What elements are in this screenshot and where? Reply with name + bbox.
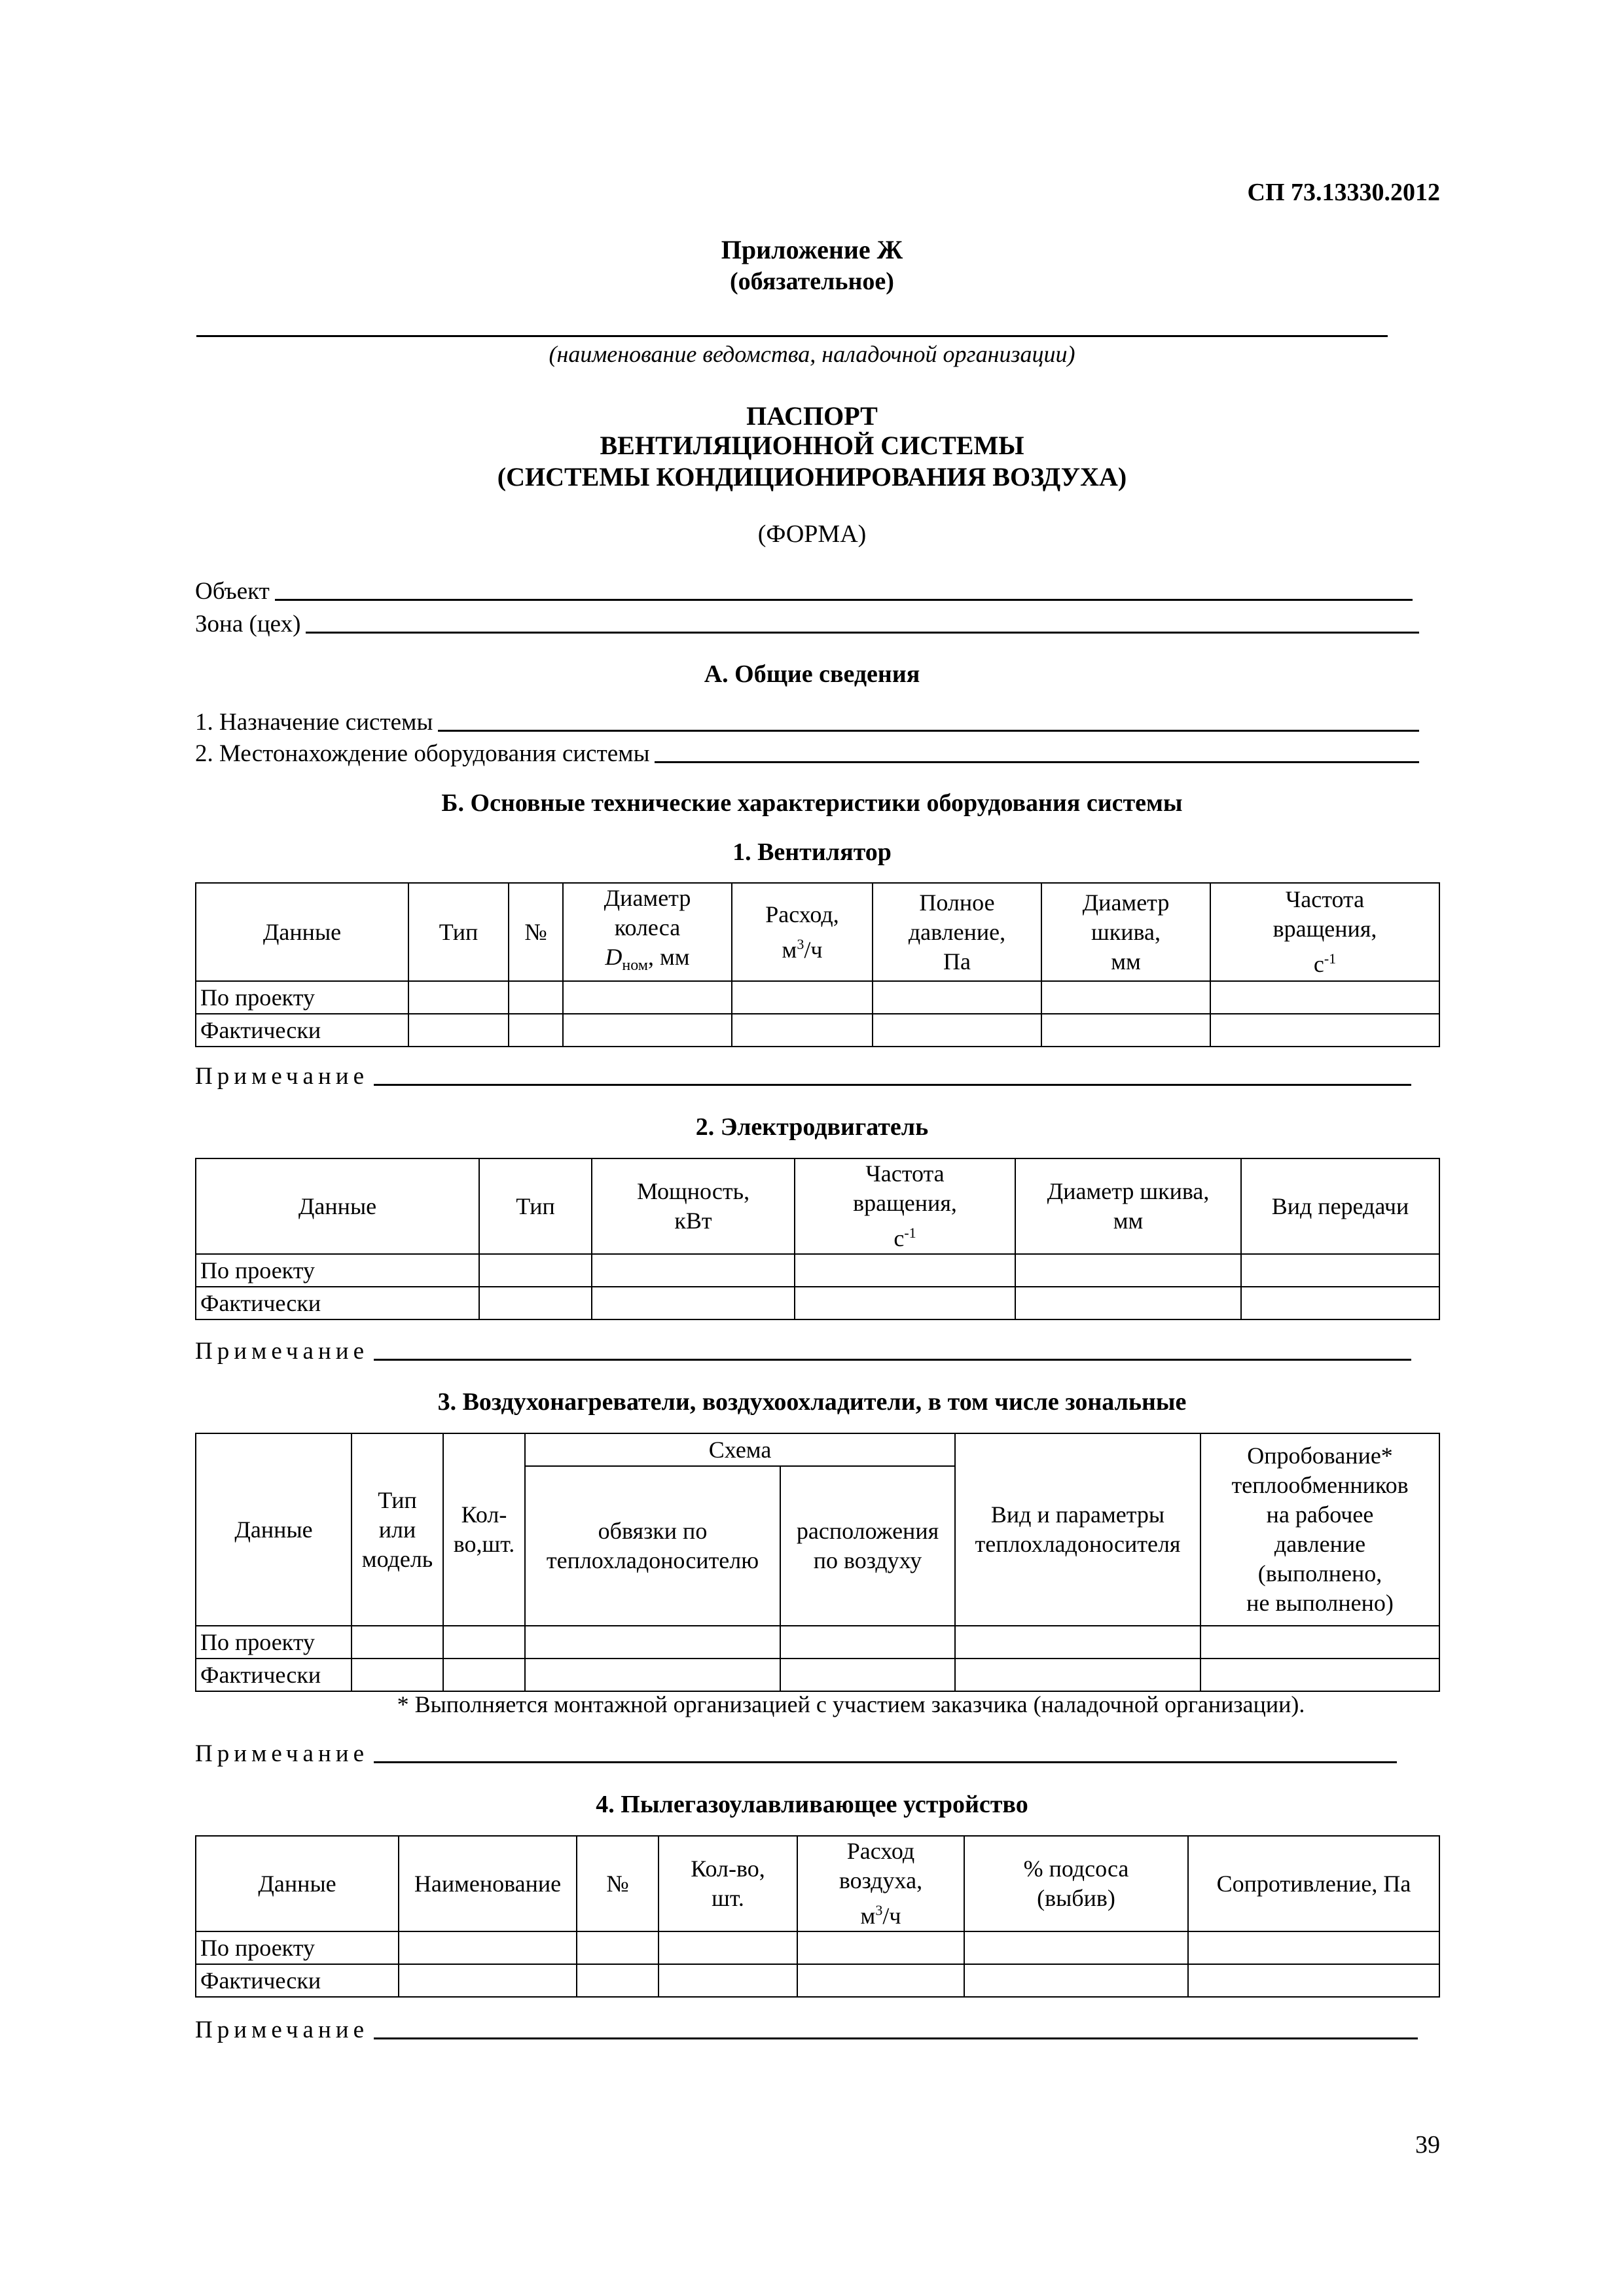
table-cell[interactable] (509, 981, 563, 1014)
table-row (196, 1287, 1439, 1319)
table-row (196, 1254, 1439, 1287)
system-purpose-field (195, 708, 1419, 737)
fan-header-pulley-diameter: Диаметр шкива, мм (1041, 883, 1210, 981)
motor-header-rotation-frequency: Частота вращения, $с^{-1}$ (795, 1158, 1015, 1254)
table-cell[interactable] (1241, 1254, 1439, 1287)
dust-collector-table (195, 1835, 1440, 1998)
motor-header-type: Тип (479, 1158, 592, 1254)
table-cell[interactable] (577, 1931, 659, 1964)
dust-header-resistance: Сопротивление, Па (1188, 1836, 1439, 1931)
table-cell[interactable] (659, 1931, 797, 1964)
table-cell[interactable] (780, 1659, 955, 1691)
dust-note-label: Примечание (195, 2017, 369, 2043)
fan-note-field (195, 1062, 1411, 1091)
table-cell[interactable] (509, 1014, 563, 1047)
fan-header-flow: Расход, $м^3/ч$ (732, 883, 873, 981)
table-cell[interactable] (525, 1659, 780, 1691)
row-label-project: По проекту (196, 1626, 352, 1659)
fan-header-rotation-frequency: Частота вращения, $с^{-1}$ (1210, 883, 1439, 981)
heaters-note-field (195, 1740, 1397, 1768)
equipment-location-line (655, 761, 1419, 763)
table-cell[interactable] (443, 1659, 525, 1691)
table-cell[interactable] (1210, 1014, 1439, 1047)
dust-collector-title: 4. Пылегазоулавливающее устройство (596, 1791, 1028, 1818)
table-cell[interactable] (592, 1254, 795, 1287)
table-cell[interactable] (408, 981, 509, 1014)
table-cell[interactable] (964, 1931, 1188, 1964)
appendix-title: Приложение Ж (721, 235, 903, 264)
table-cell[interactable] (352, 1659, 443, 1691)
table-cell[interactable] (592, 1287, 795, 1319)
table-cell[interactable] (443, 1626, 525, 1659)
table-cell[interactable] (525, 1626, 780, 1659)
equipment-location-field (195, 740, 1419, 768)
motor-note-label: Примечание (195, 1338, 369, 1365)
table-row (196, 1659, 1439, 1691)
motor-note-field (195, 1337, 1411, 1366)
table-cell[interactable] (399, 1931, 577, 1964)
equipment-location-label: 2. Местонахождение оборудования системы (195, 740, 650, 767)
fan-header-number: № (509, 883, 563, 981)
section-b-title: Б. Основные технические характеристики оборудования системы (441, 789, 1183, 817)
table-cell[interactable] (479, 1287, 592, 1319)
table-cell[interactable] (1015, 1254, 1241, 1287)
motor-header-data: Данные (196, 1158, 479, 1254)
table-cell[interactable] (479, 1254, 592, 1287)
table-cell[interactable] (797, 1964, 964, 1997)
form-label: (ФОРМА) (757, 520, 867, 548)
table-row (196, 1964, 1439, 1997)
fan-note-line (374, 1084, 1411, 1086)
table-cell[interactable] (797, 1931, 964, 1964)
dust-header-number: № (577, 1836, 659, 1931)
motor-header-power: Мощность, кВт (592, 1158, 795, 1254)
section-a-title: А. Общие сведения (704, 660, 920, 688)
heaters-header-coolant-params: Вид и параметры теплохладоносителя (955, 1433, 1200, 1626)
fan-header-type: Тип (408, 883, 509, 981)
dust-note-field (195, 2016, 1418, 2045)
motor-table (195, 1158, 1440, 1320)
fan-note-label: Примечание (195, 1063, 369, 1090)
dust-note-line (374, 2037, 1418, 2039)
heaters-table (195, 1433, 1440, 1692)
table-cell[interactable] (873, 1014, 1041, 1047)
passport-title-line-3: (СИСТЕМЫ КОНДИЦИОНИРОВАНИЯ ВОЗДУХА) (497, 462, 1127, 492)
dust-header-air-flow: Расход воздуха, $м^3/ч$ (797, 1836, 964, 1931)
heaters-header-piping-scheme: обвязки по теплохладоносителю (525, 1466, 780, 1626)
fan-header-wheel-diameter: Диаметр колеса $D_{ном}$, мм (563, 883, 732, 981)
table-row (196, 981, 1439, 1014)
object-label: Объект (195, 578, 270, 605)
table-cell[interactable] (1200, 1626, 1439, 1659)
table-cell[interactable] (1188, 1931, 1439, 1964)
row-label-project: По проекту (196, 981, 408, 1014)
table-cell[interactable] (563, 981, 732, 1014)
table-cell[interactable] (1041, 1014, 1210, 1047)
appendix-subtitle: (обязательное) (730, 268, 894, 295)
table-cell[interactable] (1210, 981, 1439, 1014)
table-cell[interactable] (408, 1014, 509, 1047)
heaters-note-label: Примечание (195, 1740, 369, 1767)
table-row (196, 1931, 1439, 1964)
zone-label: Зона (цех) (195, 611, 301, 637)
dust-header-data: Данные (196, 1836, 399, 1931)
table-cell[interactable] (1041, 981, 1210, 1014)
organization-name-line (196, 335, 1388, 337)
organization-caption: (наименование ведомства, наладочной организации) (549, 341, 1075, 367)
heaters-footnote: * Выполняется монтажной организацией с участием заказчика (наладочной организации). (397, 1691, 1305, 1717)
motor-title: 2. Электродвигатель (695, 1113, 929, 1141)
row-label-actual: Фактически (196, 1014, 408, 1047)
row-label-actual: Фактически (196, 1287, 479, 1319)
table-cell[interactable] (399, 1964, 577, 1997)
motor-header-pulley-diameter: Диаметр шкива, мм (1015, 1158, 1241, 1254)
dust-header-suction: % подсоса (выбив) (964, 1836, 1188, 1931)
row-label-project: По проекту (196, 1931, 399, 1964)
table-cell[interactable] (732, 1014, 873, 1047)
passport-title: ПАСПОРТ (746, 401, 878, 431)
system-purpose-label: 1. Назначение системы (195, 709, 433, 736)
fan-table (195, 882, 1440, 1047)
row-label-actual: Фактически (196, 1964, 399, 1997)
table-cell[interactable] (955, 1659, 1200, 1691)
heaters-header-data: Данные (196, 1433, 352, 1626)
table-cell[interactable] (795, 1287, 1015, 1319)
table-cell[interactable] (795, 1254, 1015, 1287)
heaters-header-quantity: Кол- во,шт. (443, 1433, 525, 1626)
fan-header-data: Данные (196, 883, 408, 981)
table-cell[interactable] (659, 1964, 797, 1997)
table-cell[interactable] (1200, 1659, 1439, 1691)
table-row (196, 1014, 1439, 1047)
table-cell[interactable] (873, 981, 1041, 1014)
row-label-actual: Фактически (196, 1659, 352, 1691)
table-cell[interactable] (732, 981, 873, 1014)
passport-title-line-2: ВЕНТИЛЯЦИОННОЙ СИСТЕМЫ (600, 431, 1024, 460)
table-cell[interactable] (955, 1626, 1200, 1659)
zone-line (306, 632, 1419, 634)
object-field (195, 577, 1413, 606)
motor-header-drive-type: Вид передачи (1241, 1158, 1439, 1254)
table-cell[interactable] (577, 1964, 659, 1997)
table-cell[interactable] (780, 1626, 955, 1659)
page-number: 39 (1415, 2131, 1440, 2159)
table-cell[interactable] (964, 1964, 1188, 1997)
table-cell[interactable] (1015, 1287, 1241, 1319)
object-line (275, 599, 1413, 601)
fan-header-total-pressure: Полное давление, Па (873, 883, 1041, 981)
row-label-project: По проекту (196, 1254, 479, 1287)
table-cell[interactable] (1241, 1287, 1439, 1319)
table-cell[interactable] (1188, 1964, 1439, 1997)
document-code: СП 73.13330.2012 (1247, 179, 1440, 206)
table-row (196, 1626, 1439, 1659)
heaters-title: 3. Воздухонагреватели, воздухоохладители, в том числе зональные (437, 1388, 1187, 1416)
motor-note-line (374, 1359, 1411, 1361)
dust-header-quantity: Кол-во, шт. (659, 1836, 797, 1931)
system-purpose-line (438, 730, 1419, 732)
dust-header-name: Наименование (399, 1836, 577, 1931)
heaters-header-pressure-test: Опробование* теплообменников на рабочее давление (выполнено, не выполнено) (1200, 1433, 1439, 1626)
table-cell[interactable] (563, 1014, 732, 1047)
fan-title: 1. Вентилятор (732, 838, 892, 866)
heaters-header-air-arrangement: расположения по воздуху (780, 1466, 955, 1626)
zone-field (195, 610, 1419, 639)
table-cell[interactable] (352, 1626, 443, 1659)
heaters-header-model: Тип или модель (352, 1433, 443, 1626)
heaters-note-line (374, 1761, 1397, 1763)
heaters-header-scheme: Схема (525, 1433, 955, 1466)
